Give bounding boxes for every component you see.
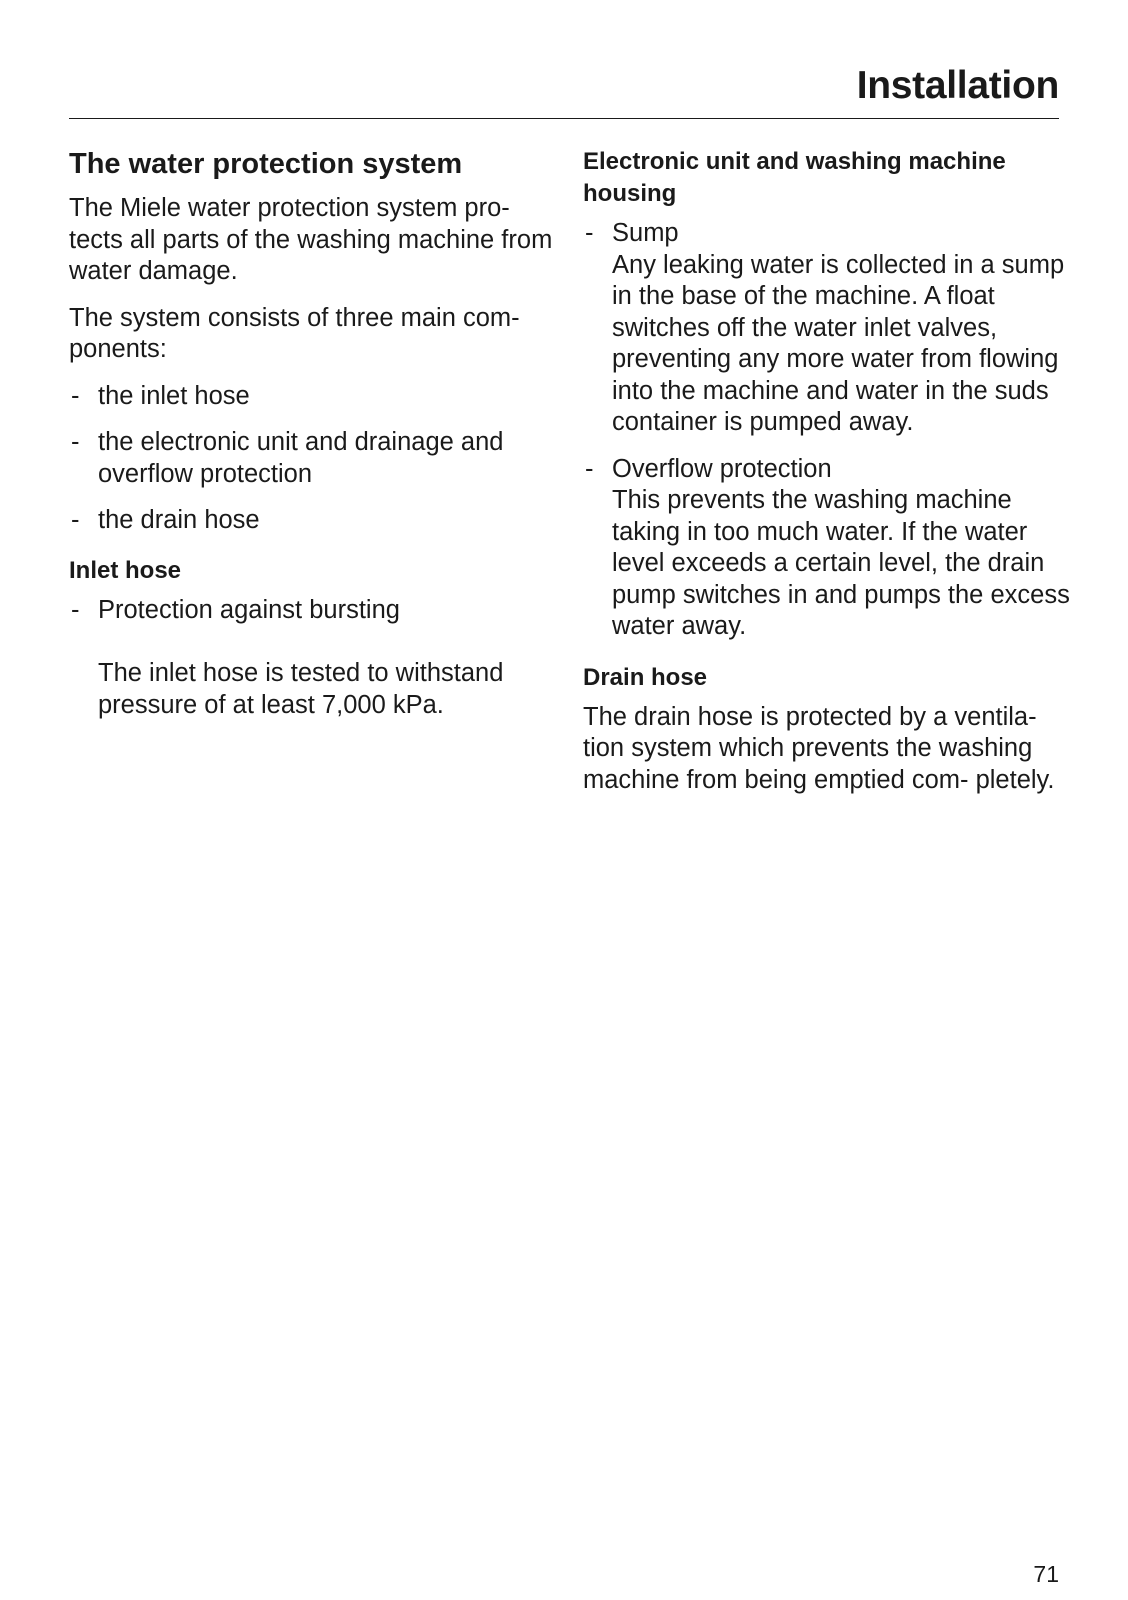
list-item: - Sump Any leaking water is collected in a sump in the base of the machine. A float switches off the water inlet valves, preventing any more water from flowing into the machine and water in the suds container is pumped away. xyxy=(583,218,1073,439)
components-intro: The system consists of three main com- ponents: xyxy=(69,303,520,363)
list-item: - the inlet hose xyxy=(69,381,554,413)
list-item-title: Overflow protection xyxy=(612,454,832,483)
inlet-hose-heading: Inlet hose xyxy=(69,556,182,584)
drain-hose-paragraph: The drain hose is protected by a ventila- tion system which prevents the washing machine from being emptied com- pletely. xyxy=(583,702,1055,794)
list-item-title: Sump xyxy=(612,219,679,247)
list-item-text: the drain hose xyxy=(98,506,260,534)
list-item: - the electronic unit and drainage and overflow protection xyxy=(69,427,554,490)
section-heading: The water protection system xyxy=(69,148,463,180)
left-column xyxy=(69,146,554,721)
list-item: - Protection against bursting The inlet hose is tested to withstand pressure of at least 7,000 kPa. xyxy=(69,595,554,722)
page-number: 71 xyxy=(1033,1561,1059,1587)
list-item-text: This prevents the washing machine taking in too much water. If the water level exceeds a certain level, the drain pump switches in and pumps the excess water away. xyxy=(612,486,1070,640)
list-item: - the drain hose xyxy=(69,505,554,537)
list-item-text: Any leaking water is collected in a sump in the base of the machine. A float switches off the water inlet valves, preventing any more water from flowing into the machine and water in the suds container is pumped away. xyxy=(612,250,1065,436)
drain-hose-heading: Drain hose xyxy=(583,663,708,691)
electronic-unit-heading: Electronic unit and washing machine housing xyxy=(583,148,1006,207)
list-item-text: the electronic unit and drainage and overflow protection xyxy=(98,428,504,488)
right-column xyxy=(583,146,1073,796)
page-section-title: Installation xyxy=(856,64,1059,107)
list-item-text: the inlet hose xyxy=(98,381,250,410)
list-item-title: Protection against bursting xyxy=(98,595,400,624)
header-divider xyxy=(69,118,1059,119)
list-item-text: The inlet hose is tested to withstand pressure of at least 7,000 kPa. xyxy=(98,659,504,719)
list-item: - Overflow protection This prevents the washing machine taking in too much water. If the water level exceeds a certain level, the drain pump switches in and pumps the excess water away. xyxy=(583,454,1073,643)
intro-paragraph: The Miele water protection system pro- tects all parts of the washing machine from water damage. xyxy=(69,194,553,285)
